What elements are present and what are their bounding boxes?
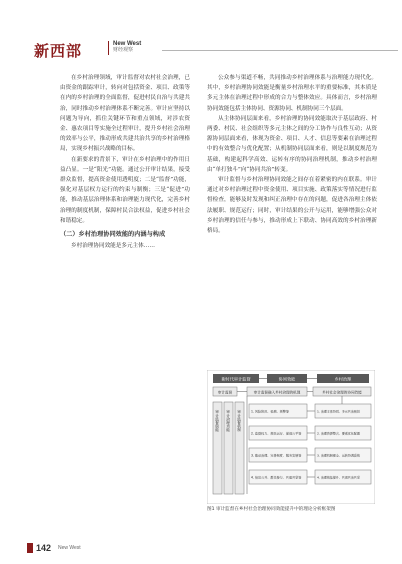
masthead-en-sub: 财经观察 — [113, 47, 134, 53]
section-heading: （二）乡村治理协同效能的内涵与构成 — [60, 231, 166, 239]
right-row-2: 2. 治理资源整合、要素优化配置 — [317, 431, 360, 436]
right-paragraph-3: 审计监督与乡村治理协同效能之间存在着紧密的内在联系。审计通过对乡村治理过程中资金使用、项目实施、政策落实等情况进行监督检查，能够及时发现和纠正治理中存在的问题，促进各治理主体依法履职、规范运行；同时，审计结果的公开与运用，能够增强公众对乡村治理的信任与参与，推动形成上下联动、协同高效的乡村治理新格局。 — [207, 177, 377, 235]
framework-diagram — [207, 370, 375, 504]
footer-color-block — [27, 543, 33, 553]
right-paragraph-2: 从主体协同层面来看，乡村治理的协同效能取决于基层政府、村两委、村民、社会组织等多元主体之间的分工协作与良性互动；从资源协同层面来看，体现为资金、项目、人才、信息等要素在治理过程中的有效整合与优化配置；从机制协同层面来看，则是以制度规范为基础，构建起科学高效、运转有序的协同治理机制，推动乡村治理由“单打独斗”向“协同共治”转变。 — [207, 115, 377, 173]
right-row-3: 3. 治理机制健全、运转协调高效 — [317, 453, 360, 458]
box-mechanism-label: 审计监督融入乡村治理的机理 — [253, 390, 301, 395]
left-column — [60, 73, 190, 251]
mid-row-2: 2. 监督权力、规范运行、促进公平等 — [251, 431, 302, 436]
box-efficiency-label: 乡村社会治理的协同效能 — [322, 390, 362, 395]
magazine-logo: 新西部 — [34, 42, 83, 60]
vbox-2-label: 审计治理功能 — [226, 410, 231, 432]
header-rural-label: 乡村治理 — [334, 376, 352, 382]
header-mid-label: 协同效能 — [278, 376, 296, 382]
vbox-1-label: 审计监督职能 — [215, 410, 220, 432]
masthead-en-title: New West — [113, 41, 142, 47]
mid-row-3: 3. 推动治理、完善制度、服务发展等 — [251, 453, 302, 458]
mid-row-4: 4. 信息公开、群众参与、共建共享等 — [251, 475, 302, 480]
right-row-4: 4. 治理效能提升、共建共治共享 — [317, 475, 360, 480]
footer-brand: New West — [58, 545, 81, 551]
vbox-3-label: 审计监督机制 — [237, 410, 242, 432]
left-paragraph-2: 在新要求的背景下，审计在乡村治理中的作用日益凸显。一是“阳光”功能。通过公开审计结果，接受群众监督，提高资金使用透明度；二是“监督”功能，强化对基层权力运行的约束与制衡；三是“促进”功能，推动基层治理体系和治理能力现代化，完善乡村治理的制度机制，保障村民合法权益，促进乡村社会和谐稳定。 — [60, 156, 190, 224]
right-column — [207, 73, 377, 236]
page-number: 142 — [36, 543, 52, 553]
right-paragraph-1: 公众参与渠道不畅，共同推动乡村治理体系与治理能力现代化。其中，乡村治理协同效能是衡量乡村治理水平的重要标准，其本质是多元主体在治理过程中形成的合力与整体效应。具体而言，乡村治理协同效能包括主体协同、资源协同、机制协同三个层面。 — [207, 75, 377, 112]
section-paragraph: 乡村治理协同效能是多元主体…… — [71, 243, 155, 250]
masthead-english — [108, 41, 159, 55]
masthead-rule — [162, 50, 398, 51]
box-audit-label: 审计监督 — [217, 390, 233, 395]
masthead — [34, 38, 374, 60]
right-row-1: 1. 治理主体协同、多元共治格局 — [317, 409, 360, 414]
figure-caption: 图1 审计监督在乡村社会治理协同效能提升中的理论分析框架图 — [207, 507, 336, 512]
page-footer — [27, 543, 127, 557]
mid-row-1: 1. 风险防范、检测、预警等 — [251, 409, 289, 414]
framework-figure — [207, 370, 375, 504]
left-paragraph-1: 在乡村治理领域，审计监督对农村社会治理，已由资金的跟踪审计，转向对包括资金、项目、政策等在内的乡村治理的全面监督，促进村民自治与共建共治，同时推动乡村治理体系不断完善。审计应坚持以问题为导向，抓住关键环节和重点领域，对涉农资金、惠农项目等实施全过程审计，提升乡村社会治理的效率与公平，推动形成共建共治共享的乡村治理格局，实现乡村振兴战略的目标。 — [60, 75, 190, 153]
header-audit-label: 新时代审计监督 — [221, 376, 251, 382]
